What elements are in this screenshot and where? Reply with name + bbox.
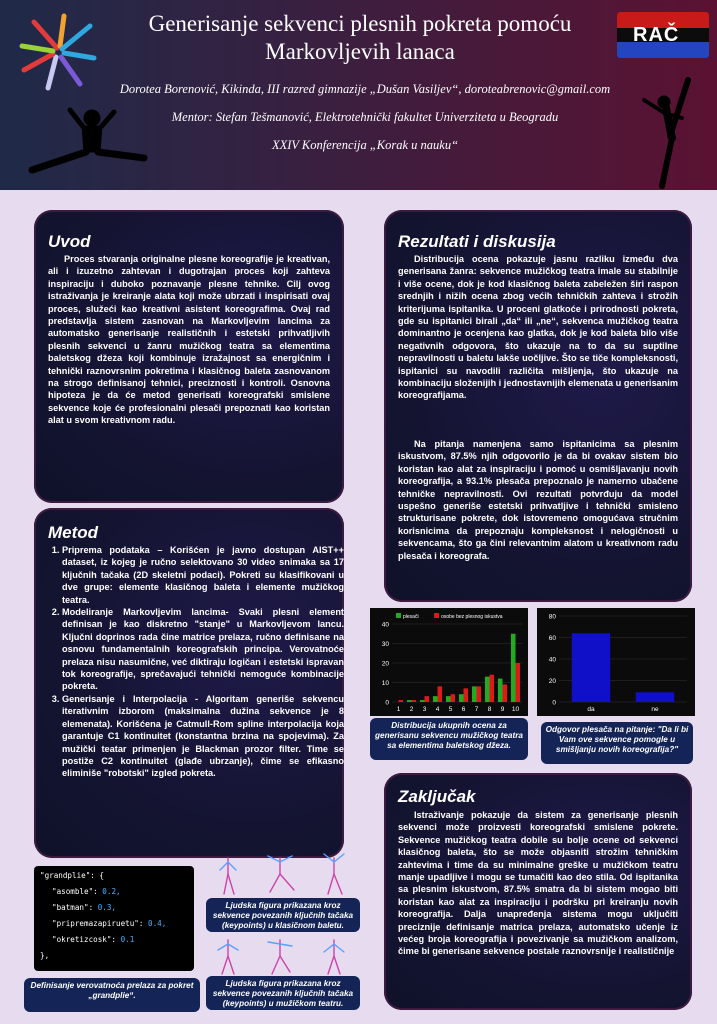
x-tick-label: 1 [396, 706, 401, 713]
y-tick-label: 60 [548, 635, 556, 642]
rezultati-heading: Rezultati i diskusija [398, 232, 556, 251]
skeleton-figure [268, 940, 292, 974]
mentor-line: Mentor: Stefan Tešmanović, Elektrotehnički fakultet Univerziteta u Beogradu [171, 110, 559, 124]
y-tick-label: 80 [548, 613, 556, 621]
bar [446, 696, 451, 702]
dancer-left-icon [22, 100, 152, 190]
bar [572, 633, 610, 702]
bar [420, 700, 425, 702]
poster-title: Generisanje sekvenci plesnih pokreta pomoću Markovljevih lanaca [148, 11, 572, 64]
bar [472, 686, 477, 702]
x-tick-label: da [587, 706, 595, 713]
uvod-heading: Uvod [48, 232, 91, 251]
metod-card [34, 508, 344, 858]
code-key: "grandplie": { [40, 871, 105, 880]
code-line: "pripremazapiruetu": 0.4, [52, 919, 167, 928]
skeleton-figure [220, 858, 236, 894]
metod-list [48, 544, 344, 780]
y-tick-label: 20 [381, 660, 389, 668]
y-tick-label: 40 [548, 656, 556, 664]
skeleton-figure [324, 940, 344, 974]
legend-swatch [434, 613, 439, 618]
bar [511, 634, 516, 702]
theatre-caption: Ljudska figura prikazana kroz sekvence povezanih ključnih tačaka (keypoints) u mužičkom teatru. [206, 976, 360, 1010]
legend-label: plesači [403, 614, 419, 620]
bar [407, 700, 412, 702]
skeleton-figure [268, 856, 294, 892]
x-tick-label: 3 [422, 706, 427, 713]
code-close: }, [40, 951, 50, 960]
bar [451, 694, 456, 702]
metod-item: 1. Priprema podataka – Korišćen je javno dostupan AIST++ dataset, iz kojeg je ručno selektovano 30 video snimaka sa 17 ključnih tačaka (2D skeletni podaci). Pokreti su klasifikovani u dve grupe: elemente klasičnog baleta i elemente mužičkog teatra. [62, 544, 344, 606]
rac-logo [617, 12, 709, 58]
metod-item: 3. Generisanje i Interpolacija - Algoritam generiše sekvencu iterativnim izborom (maksimalna dužina sekvence je 8 elemenata). Korišćena je Catmull-Rom spline interpolacija koja garantuje C1 kontinuitet (konstantna brzina na spojevima). Za mužički teatar primenjen je Blackman prozor filter. Time se postiže C2 kontinuitet (glađe ubrzanje), čime se efikasno eliminiše "robotski" izgled pokreta. [62, 693, 344, 780]
bar [459, 694, 464, 702]
bar [433, 696, 438, 702]
rac-logo-text: RAČ [633, 24, 680, 46]
x-tick-label: 9 [500, 706, 505, 713]
chart-ratings-distribution [370, 608, 528, 716]
x-tick-label: 5 [448, 706, 453, 713]
y-tick-label: 0 [552, 699, 556, 707]
x-tick-label: 4 [435, 706, 440, 713]
metod-item: 2. Modeliranje Markovljevim lancima- Svaki plesni element definisan je kao diskretno "stanje" u Markovljevom lancu. Ključni doprinos rada čine matrice prelaza, ručno definisane na osnovu fundamentalnih koreografskih principa. Verovatnoće prelaza nisu nasumične, već diktiraju logičan i estetski ispravan tok koreografije, sprečavajući tehnički nemoguće kombinacije pokreta. [62, 606, 344, 693]
bar [516, 663, 521, 702]
code-line: "okretizcosk": 0.1 [52, 935, 135, 944]
uvod-card [34, 210, 344, 503]
x-tick-label: 10 [511, 706, 520, 713]
ballet-caption: Ljudska figura prikazana kroz sekvence povezanih ključnih tačaka (keypoints) u klasičnom baletu. [206, 898, 360, 932]
bar [498, 679, 503, 702]
bar [477, 686, 482, 702]
bar [636, 692, 674, 702]
skeleton-figure [218, 940, 238, 974]
theatre-skeleton-figures [210, 936, 360, 976]
y-tick-label: 30 [381, 641, 389, 648]
uvod-text: Proces stvaranja originalne plesne koreografije je kreativan, ali i izuzetno zahtevan i dugotrajan proces koji zahteva inspiraciju i duboko poznavanje plesne tehnike. Cilj ovog istraživanja je kreiranje alata koji može ubrzati i inspirisati ovaj proces, služeći kao kreativni asistent koreografima. Ovaj rad predstavlja sistem zasnovan na Markovljevim lancima za automatsko generisanje realističnih i estetski prihvatljivih plesnih sekvenci u žanru mužičkog teatra sa elementima baletskog džeza koji kombinuje izražajnost sa energičnim i tehnički raznovrsnim pokretima i klasičnog baleta zasnovanom na strogo definisanoj tehnici, preciznosti i kontroli. Osnovna hipoteza je da će metod generisati koreografski smislene sekvence koje će profesionalni plesači prepoznati kao koristan alat u svom kreativnom radu. [48, 254, 330, 426]
author-line: Dorotea Borenović, Kikinda, III razred gimnazije „Dušan Vasiljev“, doroteabrenovic@gmail.com [119, 82, 611, 96]
bar [503, 684, 508, 702]
x-tick-label: 8 [487, 706, 492, 713]
zakljucak-text: Istraživanje pokazuje da sistem za generisanje plesnih sekvenci može proizvesti koreografski smislene pokrete. Sekvence mužičkog teatra dobile su bolje ocene od sekvenci klasičnog baleta, što se može objasniti strožim tehničkim zahtevima i time da su minimalne greške u mužičkom teatru manje upadljive i mogu se tumačiti kao deo stila. Od ispitanika sa plesnim iskustvom, 87.5% smatra da bi sistem mogao biti koristan kao alat za inspiraciju i podršku pri kreiranju novih koreografija. Dalja unapređenja sistema mogu uključiti preciznije definisanje matrica prelaza, automatsko učenje iz većeg broja koreografija i povezivanje sa mužičkom analizom, čime bi generisane sekvence postale raznovrsnije i realističnije [398, 810, 678, 957]
bar [485, 677, 490, 702]
x-tick-label: ne [651, 706, 659, 713]
dancer-right-icon [630, 72, 710, 190]
bar [399, 700, 404, 702]
code-line: "asomble": 0.2, [52, 887, 121, 896]
x-tick-label: 6 [461, 706, 466, 713]
ballet-skeleton-figures [210, 852, 360, 898]
code-caption: Definisanje verovatnoća prelaza za pokret „grandplie“. [24, 978, 200, 1012]
chart2-caption: Odgovor plesača na pitanje: "Da li bi Vam ove sekvence pomogle u smišljanju novih koreografija?" [541, 722, 693, 764]
y-tick-label: 20 [548, 678, 556, 685]
rezultati-text-1: Distribucija ocena pokazuje jasnu razliku između dva generisana žanra: sekvence mužičkog teatra imale su stabilnije i više ocene, dok je kod klasičnog baleta zabeležen širi raspon srednjih i nižih ocena zbog većih tehničkih zahteva i strožih kriterijuma ispitanika. U proceni glatkoće i prirodnosti pokreta, gde su ispitanici birali „da“ ili „ne“, sekvenca mužičkog teatra dominantno je ocenjena kao glatka, dok je kod baleta bilo više negativnih odgovora, što ukazuje na to da su suptilne nepravilnosti u baletu lakše uočljive. Što se tiče kompleksnosti, ispitanici su navodili različita mišljenja, što ukazuje na kombinaciju složenijih i jednostavnijih elemenata u generisanim koreografijama. [398, 254, 678, 401]
x-tick-label: 7 [474, 706, 479, 713]
bar [412, 700, 417, 702]
bar [490, 675, 495, 702]
code-line: "batman": 0.3, [52, 903, 117, 912]
y-tick-label: 40 [381, 621, 389, 629]
legend-swatch [396, 613, 401, 618]
bar [438, 686, 443, 702]
zakljucak-card [384, 773, 692, 1010]
chart-usefulness-answers [537, 608, 695, 716]
y-tick-label: 0 [385, 699, 389, 707]
rezultati-card [384, 210, 692, 602]
code-block [34, 866, 194, 971]
x-tick-label: 2 [409, 706, 414, 713]
legend-label: osobe bez plesnog iskustva [441, 614, 503, 620]
skeleton-figure [324, 854, 344, 894]
chart1-caption: Distribucija ukupnih ocena za generisanu sekvencu mužičkog teatra sa elementima baletskog džeza. [370, 718, 528, 760]
poster-header [0, 0, 717, 190]
y-tick-label: 10 [381, 680, 389, 687]
conference-line: XXIV Konferencija „Korak u nauku“ [271, 138, 459, 152]
rezultati-text-2: Na pitanja namenjena samo ispitanicima sa plesnim iskustvom, 87.5% njih odgovorilo je da bi ovakav sistem bio koristan kao alat za inspiraciju i pomoć u osmišljavanju novih koreografija, a 93.1% plesača prepoznalo je namerno ubačene tehničke nepravilnosti. Ovi rezultati potvrđuju da model uspešno generiše estetski prihvatljive i tehnički smisleno strukturisane pokrete, dok istovremeno omogućava stručnim korisnicima da prepoznaju kompleksnost i nelogičnosti u sekvencama, što ga čini relevantnim alatom u kreativnom radu plesača i koreografa. [398, 439, 678, 561]
bar [425, 696, 430, 702]
zakljucak-heading: Zaključak [398, 787, 476, 806]
metod-heading: Metod [48, 523, 99, 542]
bar [464, 688, 469, 702]
